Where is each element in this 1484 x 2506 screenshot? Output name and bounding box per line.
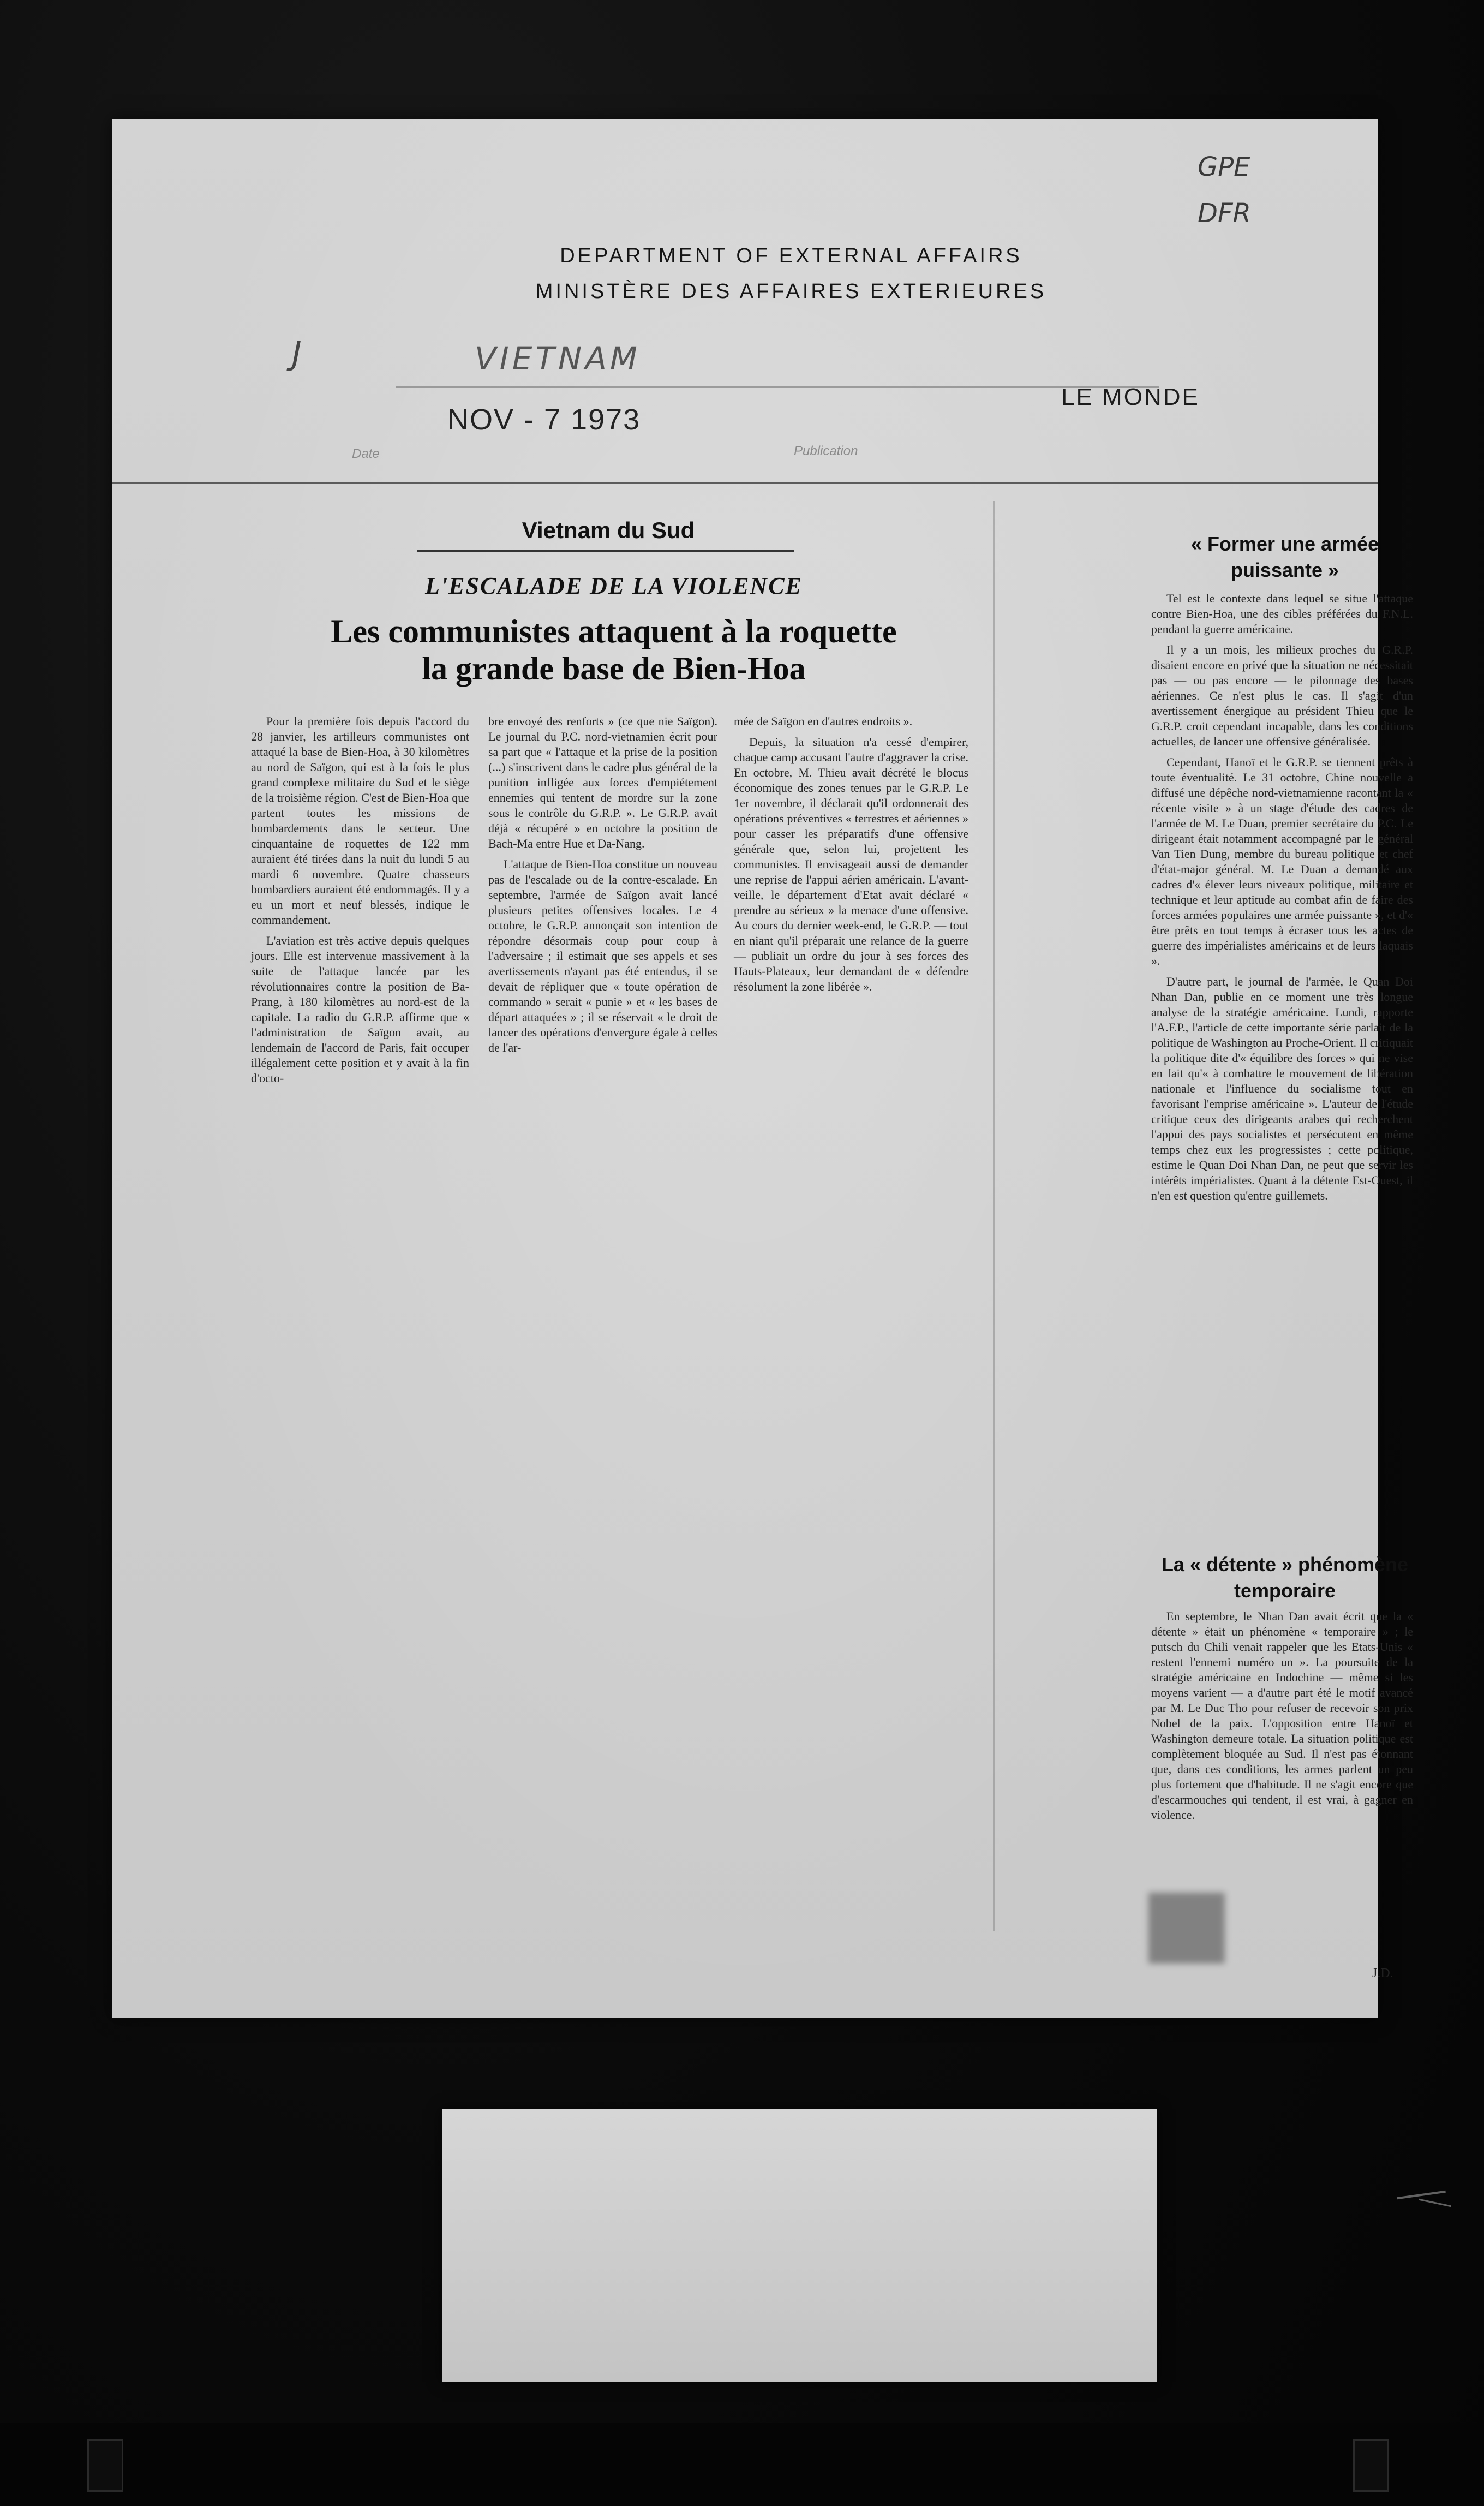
- paragraph: En septembre, le Nhan Dan avait écrit que la « détente » était un phénomène « temporaire » ; le putsch du Chili venait rappeler que les Etats-Unis « restent l'ennemi numéro un ». La poursuite de la stratégie américaine en Indochine — même si les moyens varient — a d'autre part été le motif avancé par M. Le Duc Tho pour refuser de recevoir son prix Nobel de la paix. L'opposition entre Hanoï et Washington demeure totale. La situation politique est complètement bloquée au Sud. Il n'est pas étonnant que, dans ces conditions, les armes parlent un peu plus fortement que d'habitude. Il ne s'agit encore que d'escarmouches qui tendent, il est vrai, à gagner en violence.: [1151, 1609, 1413, 1822]
- article-subhead: L'ESCALADE DE LA VIOLENCE: [425, 572, 803, 599]
- sprocket-hole: [87, 2439, 123, 2492]
- article-column-1: [251, 714, 469, 1091]
- paragraph: Il y a un mois, les milieux proches du G.R.P. disaient encore en privé que la situation ne nécessitait pas — ou pas encore — le pilonnage des bases aériennes. Ce n'est plus le cas. Il s'agit d'un avertissement énergique au président Thieu que le G.R.P. croit cependant incapable, dans les conditions actuelles, de lancer une offensive généralisée.: [1151, 643, 1413, 748]
- article-column-3: [734, 714, 968, 1000]
- paragraph: Cependant, Hanoï et le G.R.P. se tiennent prêts à toute éventualité. Le 31 octobre, Chine nouvelle a diffusé une dépêche nord-vietnamienne racontant la « récente visite » à un stage d'étude des cadres de l'armée de M. Le Duan, premier secrétaire du P.C. Le dirigeant était notamment accompagné par le général Van Tien Dung, membre du bureau politique et chef d'état-major général. M. Le Duan a demandé aux cadres d'« élever leurs niveaux politique, militaire et technique et leur aptitude au combat afin de faire des forces armées populaires une armée puissante », et d'« être prêts en tout temps à écraser tous les actes de guerre des impérialistes américains et de leurs laquais ».: [1151, 755, 1413, 968]
- handwritten-note-gpe: GPE: [1198, 152, 1250, 182]
- article-headline: [259, 613, 968, 687]
- sprocket-hole: [1353, 2439, 1389, 2492]
- file-line: [396, 386, 1159, 388]
- handwritten-file-name: VIETNAM: [475, 340, 641, 377]
- sidebar-title-1: « Former une armée puissante »: [1190, 533, 1379, 581]
- publication-label: Publication: [794, 444, 858, 458]
- article-column-2: [488, 714, 717, 1061]
- publication-stamp: LE MONDE: [1061, 384, 1200, 410]
- author-signature: J.D.: [1372, 1966, 1393, 1980]
- sidebar-column-1: [1151, 591, 1413, 1209]
- sidebar-column-2: [1151, 1609, 1413, 1828]
- clipping-sheet: [112, 119, 1413, 2018]
- paragraph: D'autre part, le journal de l'armée, le Quan Doi Nhan Dan, publie en ce moment une très longue analyse de la stratégie américaine. Lundi, rapporte l'A.F.P., l'article de cette importante série parlait de la politique de Washington au Proche-Orient. Il critiquait la politique dite d'« équilibre des forces » qui ne vise en fait qu'« à combattre le mouvement de libération nationale et l'influence du socialisme tout en favorisant l'emprise américaine ». L'auteur de l'étude critique ceux des dirigeants arabes qui recherchent l'appui des pays socialistes et persécutent en même temps chez eux les progressistes ; cette politique, estime le Quan Doi Nhan Dan, ne peut que servir les intérêts impérialistes. Quant à la détente Est-Ouest, il n'en est question qu'entre guillemets.: [1151, 975, 1413, 1202]
- handwritten-initial: J: [292, 335, 302, 373]
- handwritten-note-dfr: DFR: [1198, 198, 1251, 229]
- date-label: Date: [352, 446, 380, 461]
- department-header-fr: MINISTÈRE DES AFFAIRES EXTERIEURES: [535, 280, 1047, 303]
- film-edge: [0, 2423, 1484, 2506]
- paragraph: L'aviation est très active depuis quelques jours. Elle est intervenue massivement à la suite de l'attaque lancée par les révolutionnaires contre la position de Ba-Prang, à 180 kilomètres au nord-est de la capitale. La radio du G.R.P. affirme que « l'administration de Saïgon avait, au lendemain de l'accord de Paris, fait occuper illégalement cette position et y avait à la fin d'octo-: [251, 934, 469, 1085]
- department-header-en: DEPARTMENT OF EXTERNAL AFFAIRS: [560, 244, 1022, 267]
- blank-card: [442, 2109, 1157, 2382]
- paragraph: bre envoyé des renforts » (ce que nie Saïgon). Le journal du P.C. nord-vietnamien écrit pour sa part que « l'attaque et la prise de la position (...) s'inscrivent dans le cadre plus général de la punition infligée aux forces d'empiétement ennemies qui tentent de mordre sur la zone sous le contrôle du G.R.P. ». Le G.R.P. avait déjà « récupéré » en octobre la position de Bach-Ma entre Hue et Da-Nang.: [488, 714, 717, 850]
- headline-line-2: la grande base de Bien-Hoa: [422, 651, 806, 687]
- kicker-rule: [417, 550, 794, 552]
- sidebar-title-2: La « détente » phénomène temporaire: [1161, 1553, 1409, 1602]
- header-rule: [112, 482, 1378, 484]
- article-kicker: Vietnam du Sud: [522, 517, 695, 543]
- paragraph: Tel est le contexte dans lequel se situe l'attaque contre Bien-Hoa, une des cibles préférées du F.N.L. pendant la guerre américaine.: [1151, 592, 1413, 636]
- date-stamp: NOV - 7 1973: [447, 403, 641, 436]
- paragraph: mée de Saïgon en d'autres endroits ».: [734, 714, 913, 728]
- paragraph: Pour la première fois depuis l'accord du 28 janvier, les artilleurs communistes ont attaqué la base de Bien-Hoa, à 30 kilomètres au nord de Saïgon, qui est à la fois le plus grand complexe militaire du Sud et le siège de la troisième région. C'est de Bien-Hoa que partent toutes les missions de bombardements dans le secteur. Une cinquantaine de roquettes de 122 mm auraient été tirées dans la nuit du lundi 5 au mardi 6 novembre. Quatre chasseurs bombardiers auraient été endommagés. Il y a eu un mort et neuf blessés, indique le commandement.: [251, 714, 469, 927]
- headline-line-1: Les communistes attaquent à la roquette: [331, 613, 897, 649]
- ink-blot: [1148, 1893, 1225, 1964]
- paragraph: Depuis, la situation n'a cessé d'empirer, chaque camp accusant l'autre d'aggraver la crise. En octobre, M. Thieu avait décrété le blocus économique des zones tenues par le G.R.P. Le 1er novembre, il déclarait qu'il ordonnerait des opérations préventives « terrestres et aériennes » pour casser les préparatifs d'une offensive générale que, selon lui, projettent les communistes. Il envisageait aussi de demander une reprise de l'appui aérien américain. L'avant-veille, le département d'Etat avait déclaré « prendre au sérieux » la menace d'une offensive. Au cours du dernier week-end, le G.R.P. — tout en niant qu'il préparait une relance de la guerre — publiait un ordre du jour à ses forces des Hauts-Plateaux, leur demandant de « défendre résolument la zone libérée ».: [734, 735, 968, 993]
- paragraph: L'attaque de Bien-Hoa constitue un nouveau pas de l'escalade ou de la contre-escalade. En septembre, l'armée de Saïgon avait lancé plusieurs petites offensives locales. Le 4 octobre, le G.R.P. annonçait son intention de répondre désormais coup pour coup à l'adversaire ; il estimait que ses appels et ses avertissements n'ayant pas été entendus, il se devait de répliquer que « toute opération de commando » serait « punie » et « les bases de départ attaquées » ; il se réservait « le droit de lancer des opérations d'envergure égale à celles de l'ar-: [488, 857, 717, 1054]
- column-divider: [993, 501, 995, 1931]
